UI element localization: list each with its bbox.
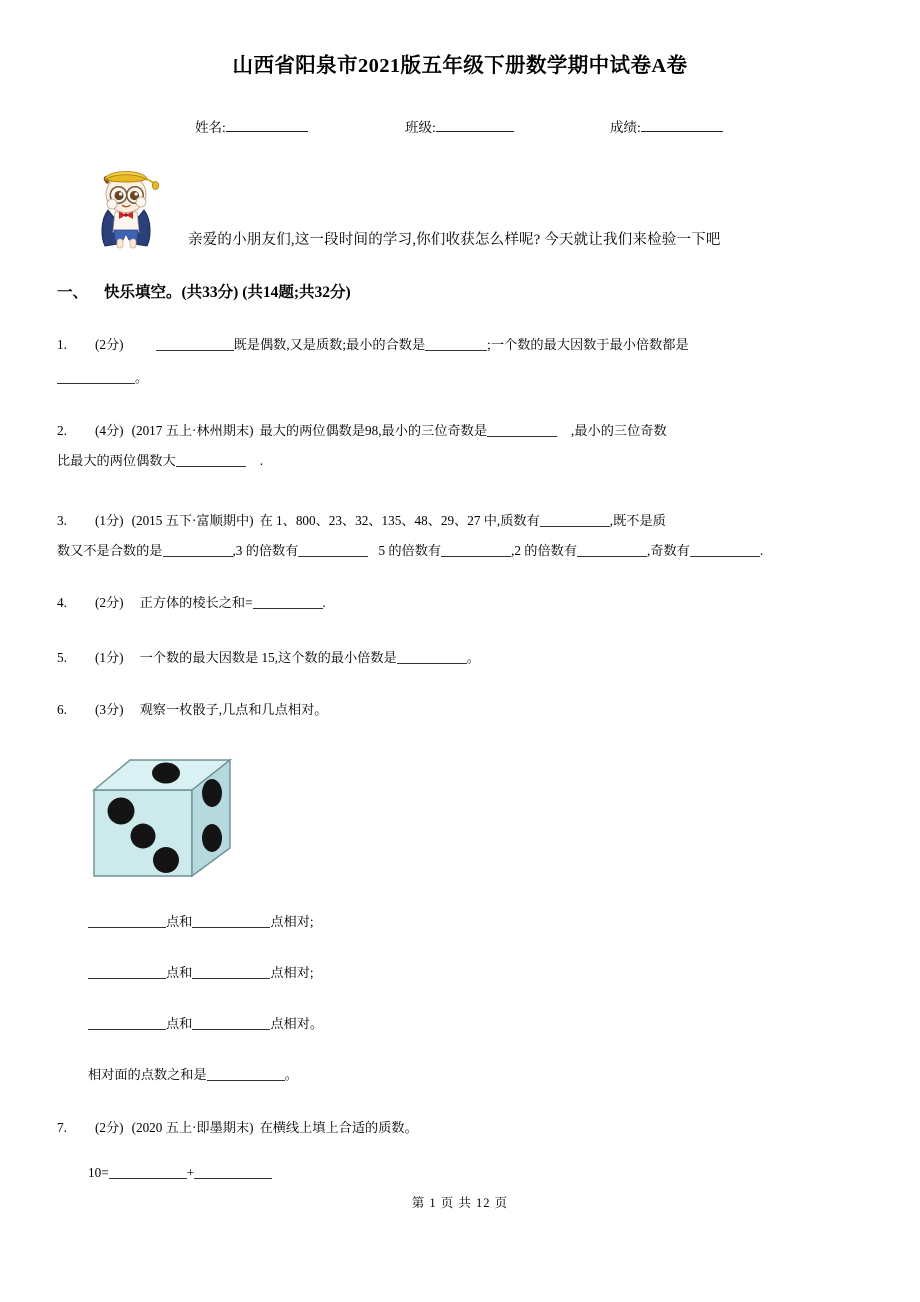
score-label: 成绩: — [610, 120, 641, 135]
answer-blank[interactable] — [298, 556, 368, 557]
question-6-pair-line-3 — [88, 1013, 323, 1032]
identity-row — [195, 116, 795, 138]
sum-text-end: 。 — [284, 1067, 298, 1082]
question-text: 5 的倍数有 — [378, 543, 442, 558]
question-points: (1分) — [95, 650, 124, 665]
dice-illustration — [88, 748, 258, 884]
question-source: (2020 五上·即墨期末) — [131, 1120, 254, 1135]
question-number: 6. — [57, 702, 67, 717]
question-3 — [57, 508, 869, 534]
answer-blank[interactable] — [540, 526, 610, 527]
name-blank[interactable] — [226, 131, 308, 132]
question-text: ;一个数的最大因数于最小倍数都是 — [487, 337, 689, 352]
question-source: (2015 五下·富顺期中) — [131, 513, 254, 528]
question-1 — [57, 332, 869, 358]
question-2-continuation — [57, 450, 263, 469]
question-text: ,3 的倍数有 — [232, 543, 299, 558]
pair-mid-text: 点和 — [166, 965, 193, 980]
question-text: 观察一枚骰子,几点和几点相对。 — [139, 702, 328, 717]
greeting-text: 亲爱的小朋友们,这一段时间的学习,你们收获怎么样呢? 今天就让我们来检验一下吧 — [188, 232, 721, 248]
score-blank[interactable] — [641, 131, 723, 132]
page-title: 山西省阳泉市2021版五年级下册数学期中试卷A卷 — [232, 55, 688, 77]
pair-end-text: 点相对; — [270, 914, 314, 929]
question-1-continuation — [57, 367, 148, 386]
pair-mid-text: 点和 — [166, 1016, 193, 1031]
answer-blank[interactable] — [192, 978, 270, 979]
question-6 — [57, 697, 869, 723]
question-6-sum-line — [88, 1064, 298, 1083]
question-text: 正方体的棱长之和= — [139, 595, 253, 610]
answer-blank[interactable] — [192, 1029, 270, 1030]
question-text: ,既不是质 — [609, 513, 666, 528]
answer-blank[interactable] — [487, 436, 557, 437]
answer-blank[interactable] — [192, 927, 270, 928]
answer-blank[interactable] — [441, 556, 511, 557]
question-text: ,奇数有 — [647, 543, 690, 558]
class-label: 班级: — [405, 120, 436, 135]
question-text: ,2 的倍数有 — [511, 543, 578, 558]
class-field[interactable] — [405, 116, 514, 136]
section-header — [57, 280, 351, 302]
answer-blank[interactable] — [207, 1080, 285, 1081]
question-text: 最大的两位偶数是98,最小的三位奇数是 — [259, 423, 488, 438]
question-4 — [57, 590, 869, 616]
answer-blank[interactable] — [577, 556, 647, 557]
student-mascot-icon — [88, 164, 166, 252]
question-text: 比最大的两位偶数大 — [57, 453, 176, 468]
question-text: 数又不是合数的是 — [57, 543, 163, 558]
question-points: (1分) — [95, 513, 124, 528]
class-blank[interactable] — [436, 131, 514, 132]
question-number: 4. — [57, 595, 67, 610]
question-3-continuation — [57, 540, 763, 559]
question-points: (3分) — [95, 702, 124, 717]
question-points: (2分) — [95, 595, 124, 610]
question-5 — [57, 645, 869, 671]
question-text: 一个数的最大因数是 15,这个数的最小倍数是 — [139, 650, 397, 665]
answer-blank[interactable] — [109, 1178, 187, 1179]
answer-blank[interactable] — [163, 556, 233, 557]
question-2 — [57, 418, 869, 444]
answer-blank[interactable] — [57, 383, 135, 384]
question-7-equation — [88, 1165, 272, 1181]
question-points: (2分) — [95, 337, 124, 352]
answer-blank[interactable] — [88, 978, 166, 979]
question-text: . — [759, 543, 764, 558]
answer-blank[interactable] — [690, 556, 760, 557]
answer-blank[interactable] — [194, 1178, 272, 1179]
question-number: 2. — [57, 423, 67, 438]
equation-lhs: 10= — [88, 1165, 109, 1180]
page-footer: 第 1 页 共 12 页 — [411, 1196, 509, 1210]
pair-mid-text: 点和 — [166, 914, 193, 929]
pair-end-text: 点相对。 — [270, 1016, 324, 1031]
question-number: 7. — [57, 1120, 67, 1135]
question-source: (2017 五上·林州期末) — [131, 423, 254, 438]
question-number: 1. — [57, 337, 67, 352]
answer-blank[interactable] — [425, 350, 487, 351]
question-text: . — [259, 453, 263, 468]
answer-blank[interactable] — [88, 927, 166, 928]
question-6-pair-line-1 — [88, 911, 314, 930]
question-text: 在 1、800、23、32、135、48、29、27 中,质数有 — [259, 513, 540, 528]
answer-blank[interactable] — [176, 466, 246, 467]
answer-blank[interactable] — [88, 1029, 166, 1030]
question-text: 。 — [466, 650, 480, 665]
equation-operator: + — [186, 1165, 195, 1180]
section-number: 一、 — [57, 284, 89, 301]
question-text: 既是偶数,又是质数;最小的合数是 — [233, 337, 426, 352]
score-field[interactable] — [610, 116, 723, 136]
question-text: 。 — [135, 370, 149, 385]
name-label: 姓名: — [195, 120, 226, 135]
section-title: 快乐填空。(共33分) (共14题;共32分) — [104, 284, 351, 301]
question-text: ,最小的三位奇数 — [571, 423, 667, 438]
pair-end-text: 点相对; — [270, 965, 314, 980]
answer-blank[interactable] — [253, 608, 323, 609]
answer-blank[interactable] — [397, 663, 467, 664]
question-points: (4分) — [95, 423, 124, 438]
question-number: 3. — [57, 513, 67, 528]
name-field[interactable] — [195, 116, 308, 136]
question-number: 5. — [57, 650, 67, 665]
question-text: 在横线上填上合适的质数。 — [259, 1120, 418, 1135]
question-7 — [57, 1115, 869, 1141]
answer-blank[interactable] — [156, 350, 234, 351]
question-points: (2分) — [95, 1120, 124, 1135]
question-6-pair-line-2 — [88, 962, 314, 981]
sum-text: 相对面的点数之和是 — [88, 1067, 207, 1082]
question-text: . — [322, 595, 326, 610]
